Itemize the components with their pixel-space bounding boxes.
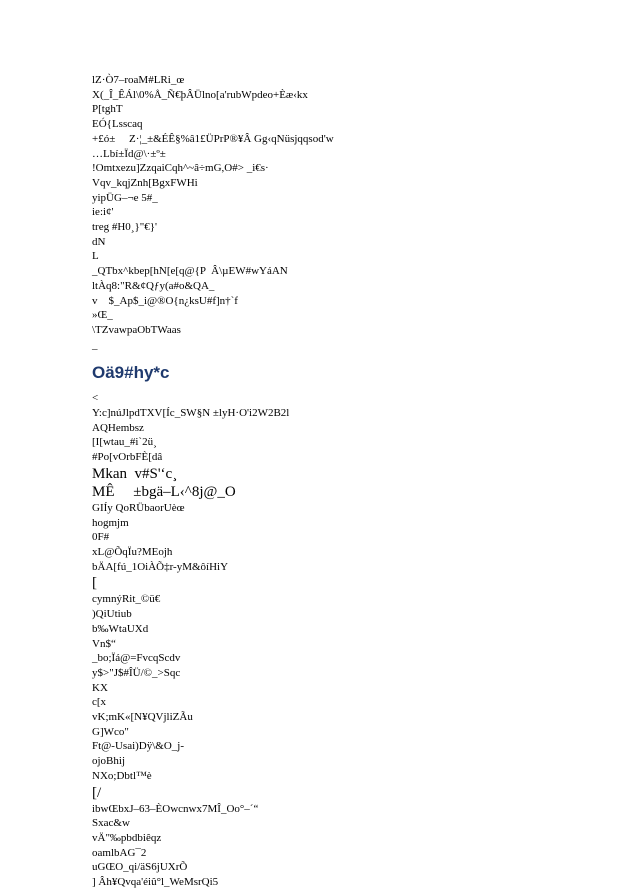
- text-line: KX: [92, 681, 108, 694]
- text-line: P[tghT: [92, 103, 123, 116]
- text-line: X(_Î_ÊÁl\0%Å_Ñ€þÂÜlno[a'rubWpdeo+Èæ‹kx: [92, 88, 308, 101]
- text-line: vK;mK«[N¥QVjliZÃu: [92, 711, 193, 724]
- section-heading: Oä9#hy*c: [92, 363, 170, 383]
- text-line: y$>"J$#ÎÜ/©_>Sqc: [92, 666, 181, 679]
- text-line: )QiUtiub: [92, 608, 132, 621]
- text-line: G]Wco": [92, 725, 129, 738]
- text-line: b‰WtaUXd: [92, 622, 149, 635]
- text-line: ojoBhij: [92, 755, 126, 768]
- text-line: cymnýRit_©ü€: [92, 593, 161, 606]
- text-line: [: [92, 575, 97, 592]
- text-line: L: [92, 250, 99, 263]
- text-block-top: [92, 73, 562, 352]
- text-line: NXo;Dbtl™è: [92, 769, 152, 782]
- text-line: _QTbx^kbep[hN[e[q@{P Â\µEW#wYáAN: [92, 265, 288, 278]
- text-line: c[x: [92, 696, 107, 709]
- text-line: ] Âh¥Qvqa'éiû°l_WeMsrQi5: [92, 876, 219, 889]
- text-line: Vqv_kqjZnh[BgxFWHi: [92, 176, 198, 189]
- text-line: v $_Ap$_i@®O{n¿ksU#f]n†`f: [92, 294, 238, 307]
- text-line: Mkan v#S'ʻc¸: [92, 465, 178, 482]
- text-line: !Omtxezu]ZzqaiCqh^~â÷mG,O#> _i€s·: [92, 162, 269, 175]
- text-line: ibwŒbxJ–63–ÈOwcnwx7MÎ_Oo°–´“: [92, 802, 259, 815]
- text-line: Sxac&w: [92, 817, 130, 830]
- text-line: …Lbí±Ïd@\·±º±: [92, 147, 166, 160]
- text-line: dN: [92, 235, 106, 248]
- text-line: oamlbAG¯2: [92, 846, 147, 859]
- document-body: [92, 73, 562, 890]
- text-line: EÓ{Lsscaq: [92, 118, 143, 131]
- text-line: yipÜG–¬e 5#_: [92, 191, 158, 204]
- text-line: xL@ÕqÏu?MEojh: [92, 545, 173, 558]
- text-line: 0F#: [92, 531, 110, 544]
- text-block-bottom: [92, 391, 562, 889]
- text-line: treg #H0¸}"€}': [92, 221, 157, 234]
- text-line: hogmjm: [92, 516, 129, 529]
- text-line: +£ó± Z·¦_±&ÉÊ§%â1£ÜPrP®¥Â Gg‹qNüsjqqsod'w: [92, 132, 334, 145]
- text-line: Y:c]núJlpdTXV[Íc_SW§N ±lyH·O'i2W2B2l: [92, 407, 290, 420]
- text-line: _: [92, 338, 98, 351]
- text-line: vÄ"‰pbdbiêqz: [92, 831, 162, 844]
- text-line: ltÀq8:"R&¢Qƒy(a#o&QA_: [92, 279, 215, 292]
- text-line: uGŒO_qi/äS6jUXrÕ: [92, 861, 188, 874]
- text-line: lZ·Ò7–roaM#LRi_œ: [92, 74, 185, 86]
- text-line: »Œ_: [92, 309, 113, 322]
- text-line: ie:i¢': [92, 206, 114, 219]
- text-line: Ft@-Usai)Dÿ\&O_j-: [92, 740, 185, 753]
- text-line: MÊ ±bgä–L‹^8j@_O: [92, 483, 236, 500]
- text-line: GIÍy QoRÜbaorUèœ: [92, 501, 185, 514]
- text-line: [I[wtau_#i`2ü¸: [92, 436, 157, 449]
- text-line: bÄA[fú_1OiÀÕ‡r-yM&ôíHiY: [92, 560, 229, 573]
- text-line: AQHembsz: [92, 421, 144, 434]
- text-line: _bo;Ïá@=FvcqScdv: [92, 652, 181, 665]
- text-line: [/: [92, 784, 102, 801]
- text-line: \TZvawpaObTWaas: [92, 323, 181, 336]
- text-line: <: [92, 392, 99, 405]
- text-line: #Po[vOrbFÈ[dâ: [92, 451, 163, 464]
- text-line: Vn$“: [92, 637, 116, 650]
